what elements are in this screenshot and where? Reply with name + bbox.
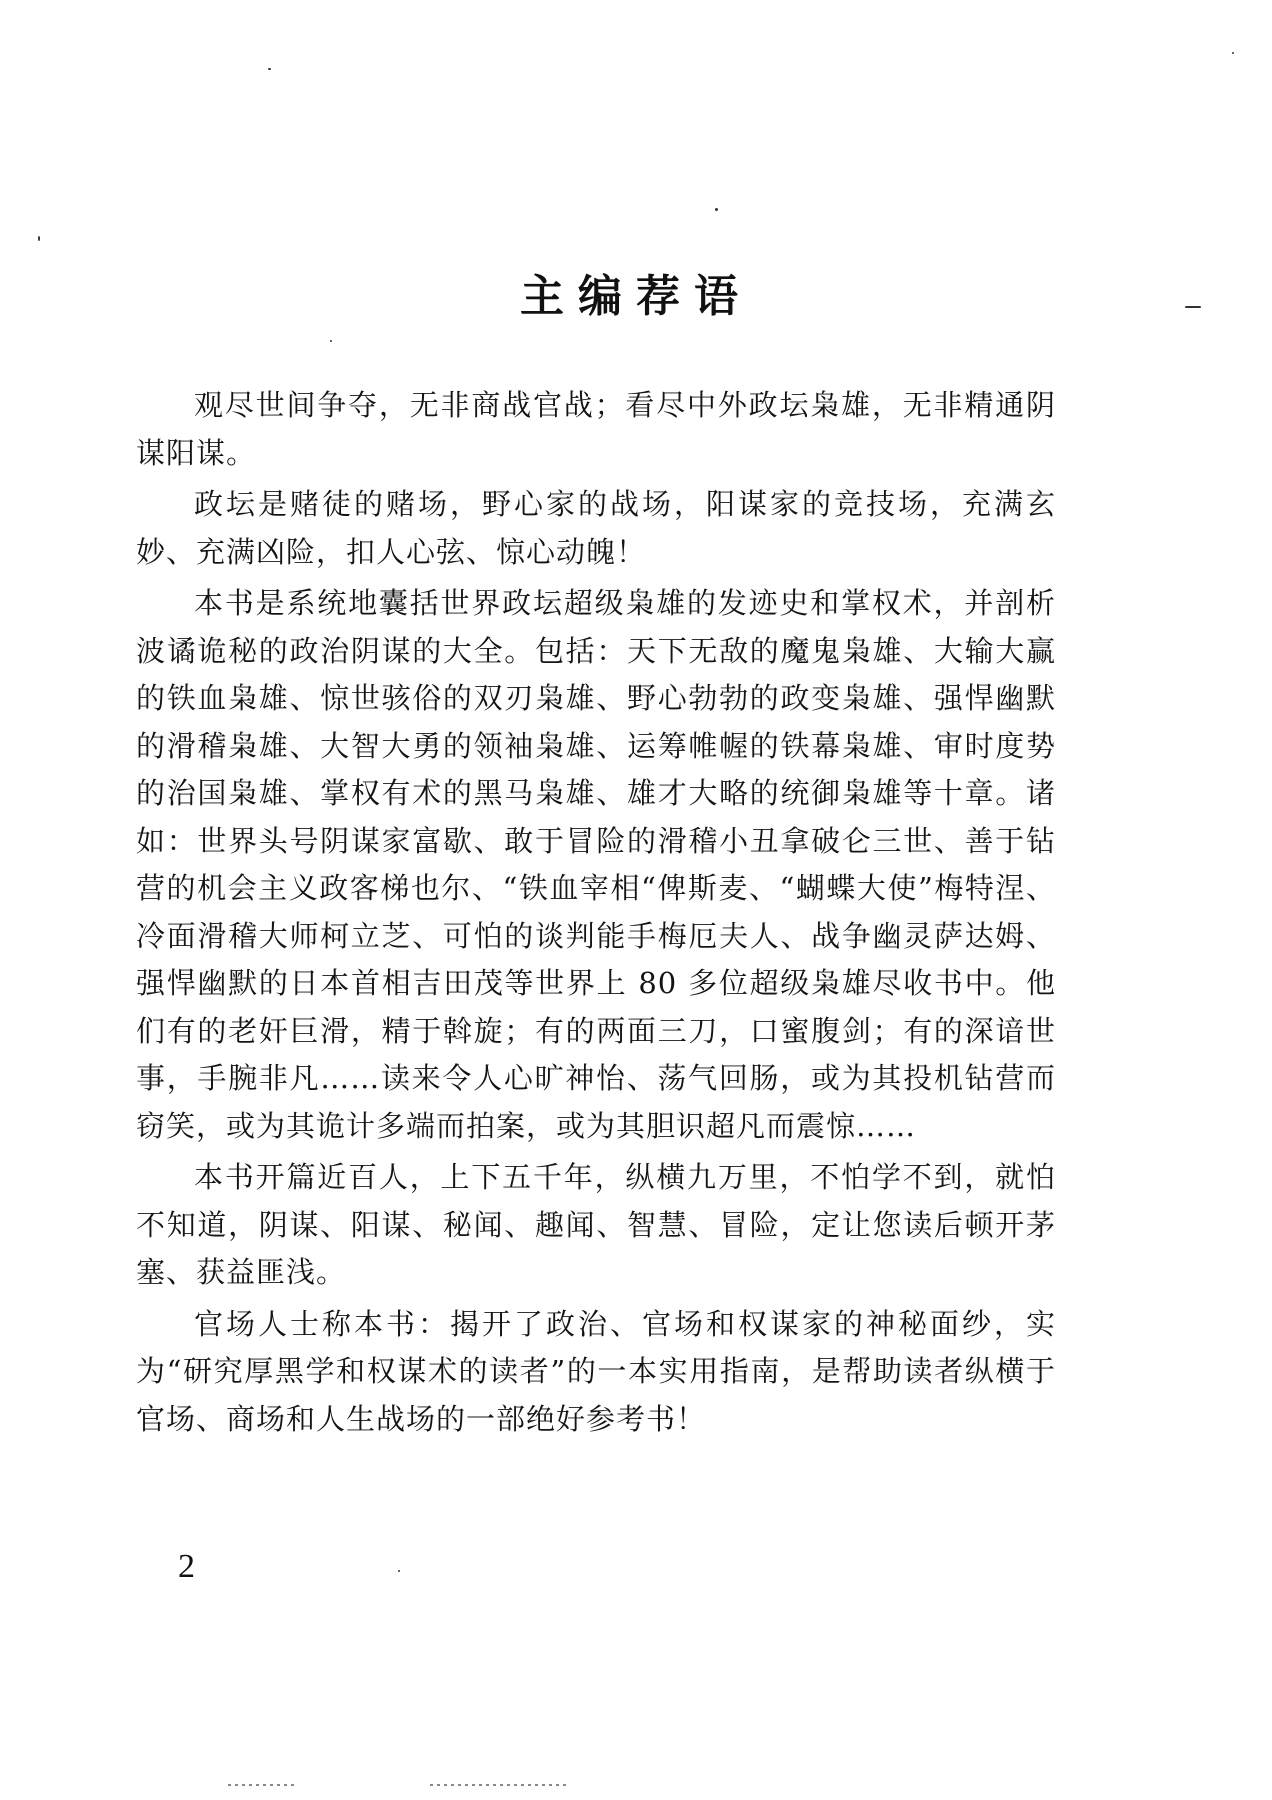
document-body: [136, 382, 1056, 1447]
scan-speck: [398, 1570, 400, 1572]
paragraph-4: 本书开篇近百人，上下五千年，纵横九万里，不怕学不到，就怕不知道，阴谋、阳谋、秘闻、趣闻、智慧、冒险，定让您读后顿开茅塞、获益匪浅。: [136, 1160, 1056, 1289]
page-title: 主编荐语: [520, 271, 752, 322]
paragraph-2: 政坛是赌徒的赌场，野心家的战场，阳谋家的竞技场，充满玄妙、充满凶险，扣人心弦、惊心动魄！: [136, 487, 1056, 569]
scan-speck: [330, 340, 332, 342]
scan-speck: [268, 68, 271, 70]
scan-speck: [38, 236, 40, 241]
paragraph-3: 本书是系统地囊括世界政坛超级枭雄的发迹史和掌权术，并剖析波谲诡秘的政治阴谋的大全。包括：天下无敌的魔鬼枭雄、大输大赢的铁血枭雄、惊世骇俗的双刃枭雄、野心勃勃的政变枭雄、强悍幽默的滑稽枭雄、大智大勇的领袖枭雄、运筹帷幄的铁幕枭雄、审时度势的治国枭雄、掌权有术的黑马枭雄、雄才大略的统御枭雄等十章。诸如：世界头号阴谋家富歇、敢于冒险的滑稽小丑拿破仑三世、善于钻营的机会主义政客梯也尔、“铁血宰相“俾斯麦、“蝴蝶大使”梅特涅、冷面滑稽大师柯立芝、可怕的谈判能手梅厄夫人、战争幽灵萨达姆、强悍幽默的日本首相吉田茂等世界上 80 多位超级枭雄尽收书中。他们有的老奸巨滑，精于斡旋；有的两面三刀，口蜜腹剑；有的深谙世事，手腕非凡……读来令人心旷神怡、荡气回肠，或为其投机钻营而窃笑，或为其诡计多端而拍案，或为其胆识超凡而震惊……: [136, 586, 1056, 1143]
scan-speck: [715, 208, 718, 211]
scan-edge-mark: [228, 1784, 298, 1786]
paragraph-5: 官场人士称本书：揭开了政治、官场和权谋家的神秘面纱，实为“研究厚黑学和权谋术的读者”的一本实用指南，是帮助读者纵横于官场、商场和人生战场的一部绝好参考书！: [136, 1306, 1056, 1436]
scan-speck: [1232, 52, 1234, 54]
paragraph-1: 观尽世间争夺，无非商战官战；看尽中外政坛枭雄，无非精通阴谋阳谋。: [136, 388, 1056, 470]
page-number: 2: [178, 1548, 195, 1585]
scan-edge-mark: [430, 1784, 570, 1786]
